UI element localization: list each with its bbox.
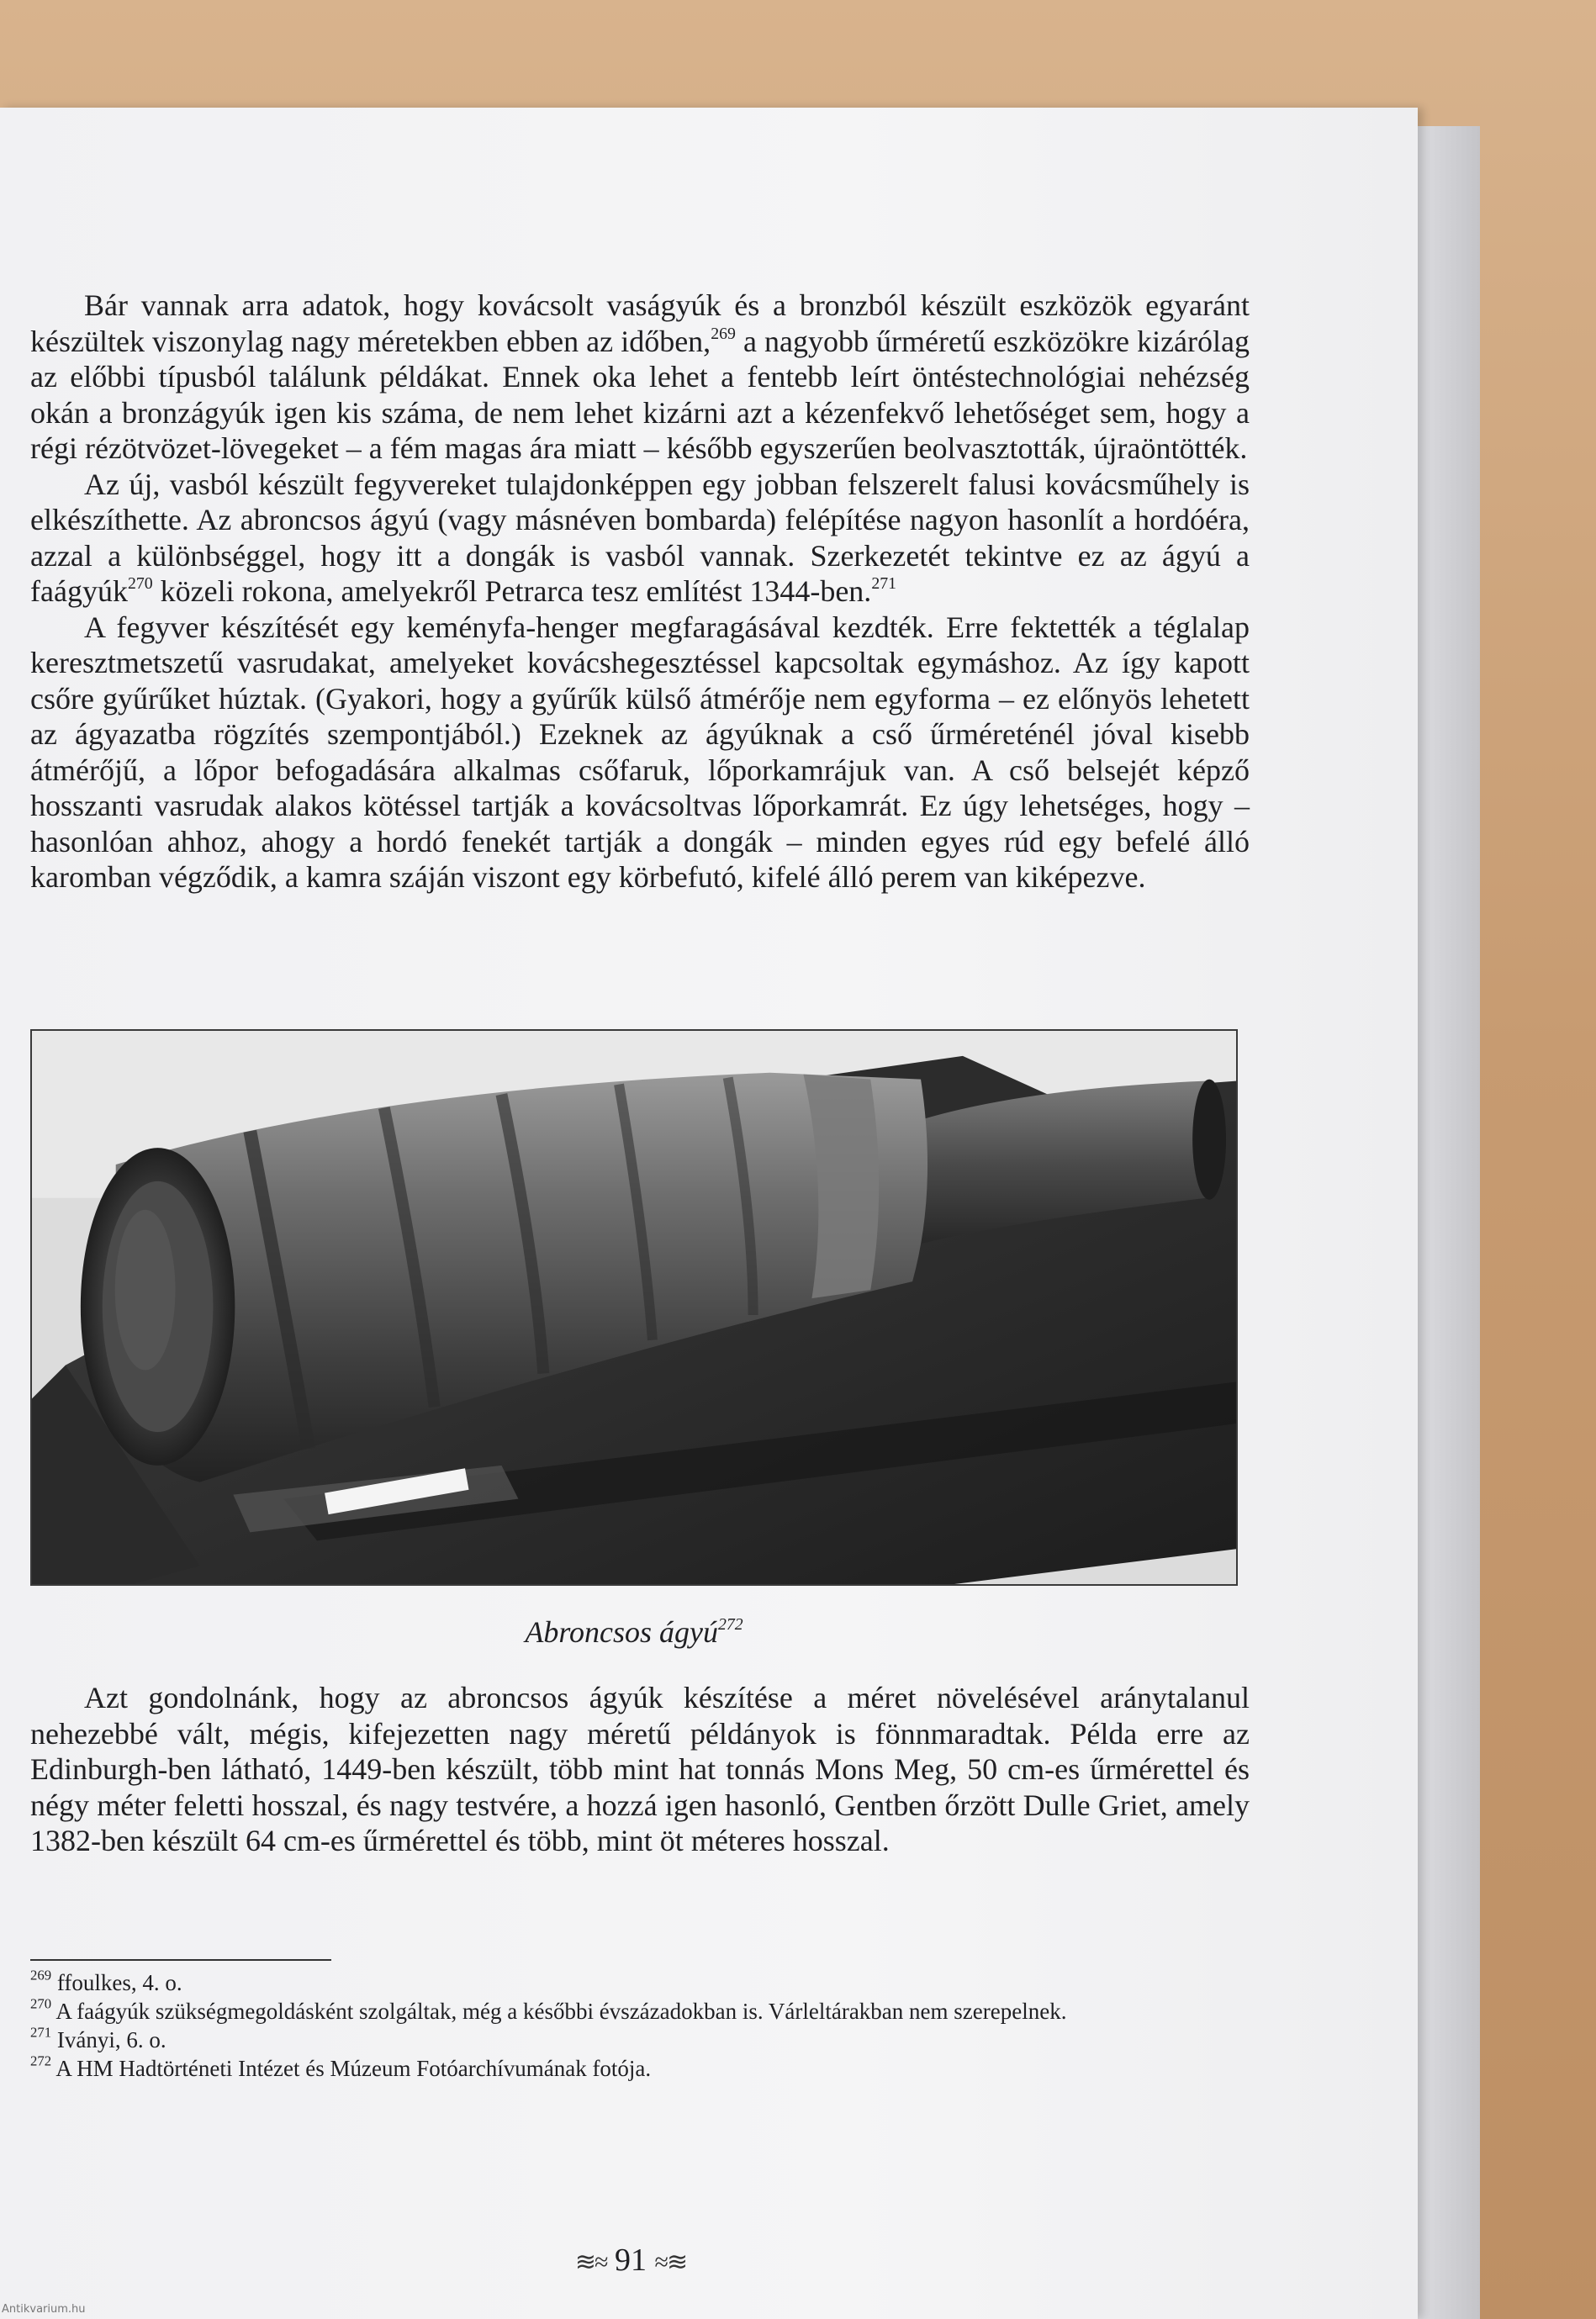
page-number-text: 91 (615, 2242, 647, 2278)
paragraph-text: Az új, vasból készült fegyvereket tulajdonképpen egy jobban felszerelt falusi kovácsműhely is elkészíthette. Az abroncsos ágyú (vagy másnéven bombarda) felépítése nagyon hasonlít a hordóéra, azzal a különbséggel, hogy itt a dongák is vasból vannak. Szerkezetét tekintve ez az ágyú a faágyúk (30, 467, 1250, 608)
footnote-item (30, 1997, 1250, 2026)
paragraph-text: Bár vannak arra adatok, hogy kovácsolt vaságyúk és a bronzból készült eszközök egyaránt készültek viszonylag nagy méretekben ebben az időben, (30, 288, 1250, 358)
paragraph-text: A fegyver készítését egy keményfa-henger megfaragásával kezdték. Erre fektették a téglalap keresztmetszetű vasrudakat, amelyeket kovácshegesztéssel kapcsoltak egymáshoz. Az így kapott csőre gyűrűket húztak. (Gyakori, hogy a gyűrűk külső átmérője nem egyforma – ez előnyös lehetett az ágyazatba rögzítés szempontjából.) Ezeknek az ágyúknak a cső űrméreténél jóval kisebb átmérőjű, a lőpor befogadására alkalmas csőfaruk, lőporkamrájuk van. A cső belsejét képző hosszanti vasrudak alakos kötéssel tartják a kovácsoltvas lőporkamrát. Ez úgy lehetséges, hogy – hasonlóan ahhoz, ahogy a hordó fenekét tartják a dongák – minden egyes rúd egy befelé álló karomban végződik, a kamra száján viszont egy körbefutó, kifelé álló perem van kiképezve. (30, 610, 1250, 894)
footnote-item (30, 2054, 1250, 2083)
paragraph-text: a nagyobb űrméretű eszközökre kizárólag az előbbi típusból találunk példákat. Ennek oka lehet a fentebb leírt öntéstechnológiai nehézség okán a bronzágyúk igen kis száma, de nem lehet kizárni azt a kézenfekvő lehetőséget sem, hogy a régi rézötvözet-lövegeket – a fém magas ára miatt – később egyszerűen beolvasztották, újraöntötték. (30, 324, 1250, 465)
bottom-paragraph (30, 1680, 1250, 1859)
footnote-item (30, 1968, 1250, 1997)
footnote-item (30, 2026, 1250, 2054)
footnote-number: 270 (30, 1995, 52, 2012)
figure-caption-text: Abroncsos ágyú (525, 1615, 718, 1649)
footnote-number: 272 (30, 2052, 52, 2069)
text-block-bottom (30, 1680, 1250, 1859)
footnote-text: A faágyúk szükségmegoldásként szolgáltak, még a későbbi évszázadokban is. Várleltárakban nem szerepelnek. (51, 1999, 1067, 2024)
top-paragraph (30, 288, 1250, 467)
footnote-ref: 270 (127, 574, 153, 594)
footnote-text: ffoulkes, 4. o. (51, 1970, 182, 1995)
footnotes-list (30, 1968, 1250, 2083)
text-block-top (30, 288, 1250, 895)
footnote-ref: 271 (871, 574, 896, 594)
ornament-left-icon: ≋≈ (574, 2248, 607, 2276)
top-paragraph (30, 610, 1250, 895)
footnote-number: 269 (30, 1967, 52, 1984)
cannon-photo-drawing (32, 1031, 1236, 1584)
page-number (555, 2240, 706, 2283)
footnote-ref: 269 (711, 324, 736, 343)
book-page (0, 108, 1418, 2319)
ornament-right-icon: ≈≋ (654, 2248, 687, 2276)
figure-caption-footnote-ref: 272 (717, 1615, 743, 1635)
figure-caption (30, 1614, 1238, 1650)
top-paragraph (30, 467, 1250, 610)
footnote-text: A HM Hadtörténeti Intézet és Múzeum Fotóarchívumának fotója. (51, 2056, 652, 2081)
footnote-number: 271 (30, 2024, 52, 2041)
cannon-photo (30, 1029, 1238, 1586)
watermark: Antikvarium.hu (2, 2303, 86, 2316)
paragraph-text: közeli rokona, amelyekről Petrarca tesz említést 1344-ben. (152, 574, 872, 608)
footnote-divider (30, 1959, 331, 1961)
footnote-text: Iványi, 6. o. (51, 2027, 166, 2052)
paragraph-text: Azt gondolnánk, hogy az abroncsos ágyúk készítése a méret növelésével aránytalanul nehezebbé vált, mégis, kifejezetten nagy méretű példányok is fönnmaradtak. Példa erre az Edinburgh-ben látható, 1449-ben készült, több mint hat tonnás Mons Meg, 50 cm-es űrmérettel és négy méter feletti hosszal, és nagy testvére, a hozzá igen hasonló, Gentben őrzött Dulle Griet, amely 1382-ben készült 64 cm-es űrmérettel és több, mint öt méteres hosszal. (30, 1681, 1250, 1857)
